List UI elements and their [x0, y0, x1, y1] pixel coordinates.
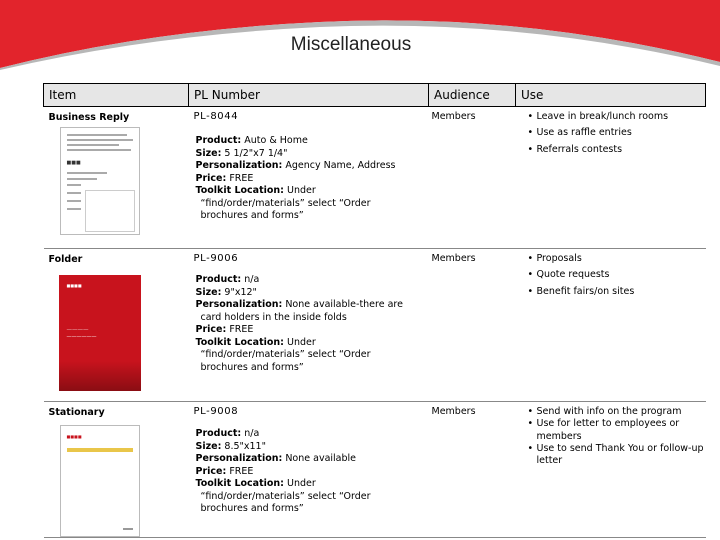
personalization-value: None available-there are	[285, 299, 403, 311]
toolkit-value: “find/order/materials” select “Order	[200, 490, 371, 502]
audience-value: Members	[431, 111, 476, 122]
product-details	[189, 135, 429, 223]
list-item: • Use as raffle entries	[528, 127, 706, 139]
price-label: Price:	[195, 172, 227, 184]
list-item: • Benefit fairs/on sites	[528, 286, 706, 298]
business-reply-form-icon: ■■■	[60, 127, 140, 235]
use-cell	[516, 402, 706, 538]
pl-number: PL-9008	[193, 406, 239, 417]
personalization-label: Personalization:	[195, 160, 283, 172]
price-value: FREE	[229, 324, 254, 336]
column-header-audience: Audience	[429, 84, 516, 107]
use-list	[516, 111, 706, 156]
product-value: Auto & Home	[244, 135, 308, 146]
stationary-letterhead-icon: ■■■■	[60, 425, 140, 537]
use-cell	[516, 249, 706, 402]
toolkit-value: brochures and forms”	[200, 503, 304, 515]
size-label: Size:	[195, 286, 222, 298]
toolkit-value: Under	[287, 336, 316, 348]
price-label: Price:	[195, 465, 227, 477]
details-cell	[189, 249, 429, 402]
price-label: Price:	[195, 324, 227, 336]
table-row	[44, 249, 706, 402]
details-cell	[189, 402, 429, 538]
toolkit-value: Under	[287, 185, 316, 197]
toolkit-value: “find/order/materials” select “Order	[200, 349, 371, 361]
pl-number: PL-9006	[193, 253, 239, 264]
column-header-pl-number: PL Number	[189, 84, 429, 107]
list-item: • Send with info on the program	[528, 406, 706, 418]
audience-cell	[429, 249, 516, 402]
size-value: 8.5"x11"	[224, 440, 266, 452]
personalization-label: Personalization:	[195, 453, 283, 465]
list-item: • Use to send Thank You or follow-up letter	[528, 443, 706, 468]
column-header-item: Item	[44, 84, 189, 107]
list-item: • Leave in break/lunch rooms	[528, 111, 706, 123]
audience-value: Members	[431, 406, 476, 417]
product-value: n/a	[244, 428, 260, 439]
toolkit-value: brochures and forms”	[200, 210, 304, 222]
item-name: Folder	[48, 254, 83, 265]
toolkit-value: brochures and forms”	[200, 361, 304, 373]
size-label: Size:	[195, 440, 222, 452]
price-value: FREE	[229, 172, 254, 184]
table-row	[44, 107, 706, 249]
page-title: Miscellaneous	[290, 34, 412, 55]
size-value: 9"x12"	[224, 286, 257, 298]
product-value: n/a	[244, 274, 260, 285]
table-row	[44, 402, 706, 538]
audience-cell	[429, 107, 516, 249]
item-name: Stationary	[48, 407, 105, 418]
price-value: FREE	[229, 465, 254, 477]
toolkit-value: “find/order/materials” select “Order	[200, 197, 371, 209]
audience-value: Members	[431, 253, 476, 264]
item-cell	[44, 249, 189, 402]
pl-number: PL-8044	[193, 111, 239, 122]
personalization-value: Agency Name, Address	[285, 160, 396, 172]
product-details	[189, 428, 429, 516]
toolkit-value: Under	[287, 478, 316, 490]
item-name: Business Reply	[48, 112, 130, 123]
item-cell	[44, 402, 189, 538]
use-list	[516, 406, 706, 468]
audience-cell	[429, 402, 516, 538]
size-value: 5 1/2"x7 1/4"	[224, 147, 288, 159]
details-cell	[189, 107, 429, 249]
list-item: • Proposals	[528, 253, 706, 265]
size-label: Size:	[195, 147, 222, 159]
toolkit-label: Toolkit Location:	[195, 478, 284, 490]
column-header-use: Use	[516, 84, 706, 107]
personalization-label: Personalization:	[195, 299, 283, 311]
product-label: Product:	[195, 428, 242, 439]
toolkit-label: Toolkit Location:	[195, 185, 284, 197]
use-list	[516, 253, 706, 298]
folder-cover-icon: ■■■■ ———— ——————	[59, 275, 141, 391]
product-label: Product:	[195, 135, 242, 146]
list-item: • Use for letter to employees or members	[528, 418, 706, 443]
personalization-value: None available	[285, 453, 357, 465]
list-item: • Referrals contests	[528, 144, 706, 156]
table-header-row	[44, 84, 706, 107]
item-cell	[44, 107, 189, 249]
product-details	[189, 274, 429, 374]
materials-table	[43, 83, 706, 538]
product-label: Product:	[195, 274, 242, 285]
use-cell	[516, 107, 706, 249]
toolkit-label: Toolkit Location:	[195, 336, 284, 348]
personalization-value: card holders in the inside folds	[200, 311, 347, 323]
list-item: • Quote requests	[528, 269, 706, 281]
